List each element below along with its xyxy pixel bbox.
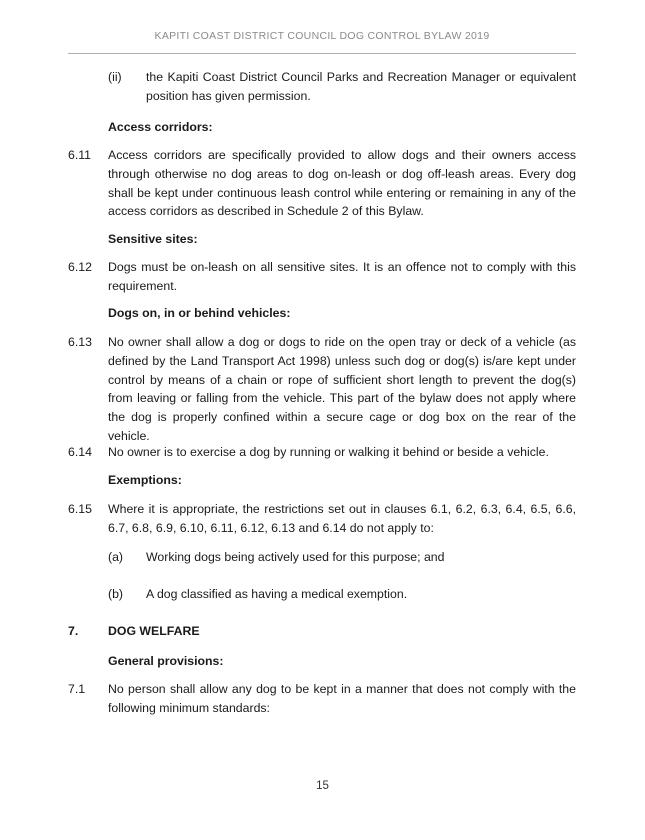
heading-sensitive-sites: Sensitive sites: xyxy=(108,232,198,246)
clause-text-6-15: Where it is appropriate, the restrictions set out in clauses 6.1, 6.2, 6.3, 6.4, 6.5, 6.6, 6.7, 6.8, 6.9, 6.10, 6.11, 6.12, 6.13 and 6.14 do not apply to: xyxy=(108,502,576,535)
clause-text-6-11: Access corridors are specifically provided to allow dogs and their owners access through otherwise no dog areas to dog on-leash or dog off-leash areas. Every dog shall be kept under continuous leash control while entering or remaining in any of the access corridors as described in Schedule 2 of this Bylaw. xyxy=(108,148,576,219)
clause-number-6-11: 6.11 xyxy=(68,148,92,162)
clause-text-6-14: No owner is to exercise a dog by running or walking it behind or beside a vehicle. xyxy=(108,445,549,459)
clause-text-7-1: No person shall allow any dog to be kept in a manner that does not comply with the following minimum standards: xyxy=(108,682,576,715)
clause-number-6-13: 6.13 xyxy=(68,335,92,349)
clause-text-6-12: Dogs must be on-leash on all sensitive sites. It is an offence not to comply with this requirement. xyxy=(108,260,576,293)
running-header: KAPITI COAST DISTRICT COUNCIL DOG CONTROL BYLAW 2019 xyxy=(154,30,490,42)
header-divider xyxy=(68,53,576,54)
heading-exemptions: Exemptions: xyxy=(108,473,182,487)
clause-number-6-15: 6.15 xyxy=(68,502,92,516)
subclause-number-a: (a) xyxy=(108,550,124,564)
section-number-7: 7. xyxy=(68,624,79,638)
subclause-number-b: (b) xyxy=(108,587,124,601)
clause-number-6-14: 6.14 xyxy=(68,445,92,459)
heading-general-provisions: General provisions: xyxy=(108,654,224,668)
heading-access-corridors: Access corridors: xyxy=(108,120,213,134)
subclause-text-ii: the Kapiti Coast District Council Parks and Recreation Manager or equivalent position has given permission. xyxy=(146,70,576,103)
clause-number-7-1: 7.1 xyxy=(68,682,86,696)
subclause-number-ii: (ii) xyxy=(108,70,122,84)
page-number: 15 xyxy=(316,780,329,792)
clause-number-6-12: 6.12 xyxy=(68,260,92,274)
heading-vehicles: Dogs on, in or behind vehicles: xyxy=(108,306,291,320)
subclause-text-b: A dog classified as having a medical exemption. xyxy=(146,587,408,601)
clause-text-6-13: No owner shall allow a dog or dogs to ride on the open tray or deck of a vehicle (as defined by the Land Transport Act 1998) unless such dog or dog(s) is/are kept under control by means of a chain or rope of sufficient short length to prevent the dog(s) from leaving or falling from the vehicle. This part of the bylaw does not apply where the dog is properly confined within a secure cage or dog box on the rear of the vehicle. xyxy=(108,335,576,443)
section-title-dog-welfare: DOG WELFARE xyxy=(108,624,200,638)
subclause-text-a: Working dogs being actively used for this purpose; and xyxy=(146,550,445,564)
